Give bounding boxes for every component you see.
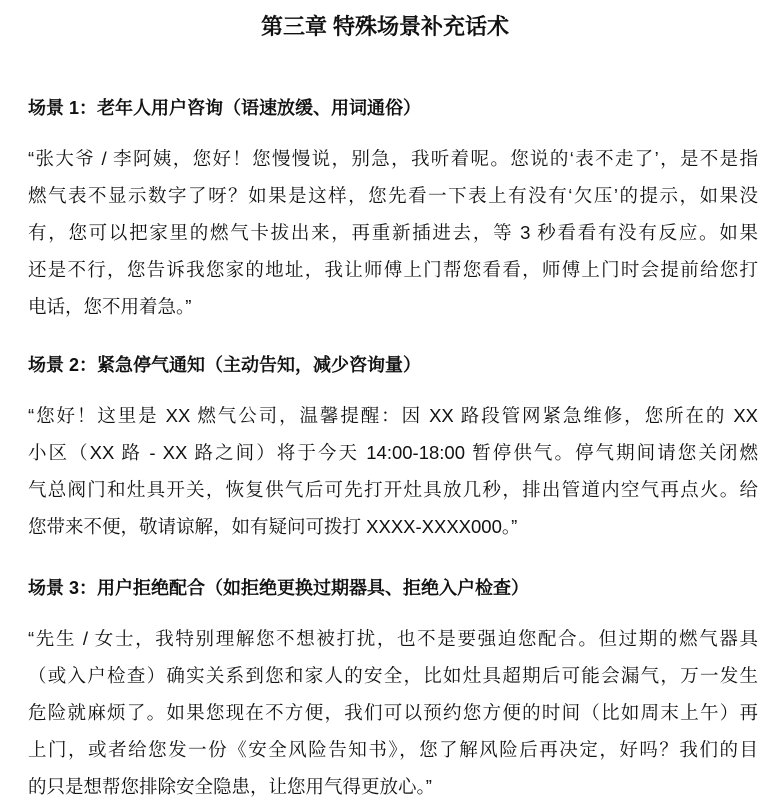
scenario-3 [28,574,758,805]
scenario-1 [28,94,758,325]
scenario-1-script [28,140,758,325]
scenario-3-script [28,620,758,805]
chapter-title: 第三章 特殊场景补充话术 [260,14,510,39]
script-line: 电话，您不用着急。” [28,296,192,317]
script-line: “先生 / 女士，我特别理解您不想被打扰，也不是要强迫您配合。但过期的燃气器具 [28,628,758,649]
script-line: 上门，或者给您发一份《安全风险告知书》，您了解风险后再决定，好吗？我们的目 [28,739,758,760]
script-line: “张大爷 / 李阿姨，您好！您慢慢说，别急，我听着呢。您说的‘表不走了’，是不是指 [28,148,758,169]
script-line: 危险就麻烦了。如果您现在不方便，我们可以预约您方便的时间（比如周末上午）再 [28,702,758,723]
script-line: 小区（XX 路 - XX 路之间）将于今天 14:00-18:00 暂停供气。停气期间请您关闭燃 [28,442,758,463]
scenario-3-heading: 场景 3：用户拒绝配合（如拒绝更换过期器具、拒绝入户检查） [28,578,530,598]
script-line: 气总阀门和灶具开关，恢复供气后可先打开灶具放几秒，排出管道内空气再点火。给 [28,479,758,500]
scenario-2-script [28,397,758,545]
script-line: 有，您可以把家里的燃气卡拔出来，再重新插进去，等 3 秒看看有没有反应。如果 [28,222,758,243]
script-line: 燃气表不显示数字了呀？如果是这样，您先看一下表上有没有‘欠压’的提示，如果没 [28,185,758,206]
script-line: “您好！这里是 XX 燃气公司，温馨提醒：因 XX 路段管网紧急维修，您所在的 XX [28,405,758,426]
script-line: 您带来不便，敬请谅解，如有疑问可拨打 XXXX-XXXX000。” [28,516,518,537]
scenario-2 [28,351,758,545]
script-line: 还是不行，您告诉我您家的地址，我让师傅上门帮您看看，师傅上门时会提前给您打 [28,259,758,280]
script-line: 的只是想帮您排除安全隐患，让您用气得更放心。” [28,776,432,797]
scenario-1-heading: 场景 1：老年人用户咨询（语速放缓、用词通俗） [28,98,422,118]
script-line: （或入户检查）确实关系到您和家人的安全，比如灶具超期后可能会漏气，万一发生 [28,665,758,686]
scenario-2-heading: 场景 2：紧急停气通知（主动告知，减少咨询量） [28,355,422,375]
